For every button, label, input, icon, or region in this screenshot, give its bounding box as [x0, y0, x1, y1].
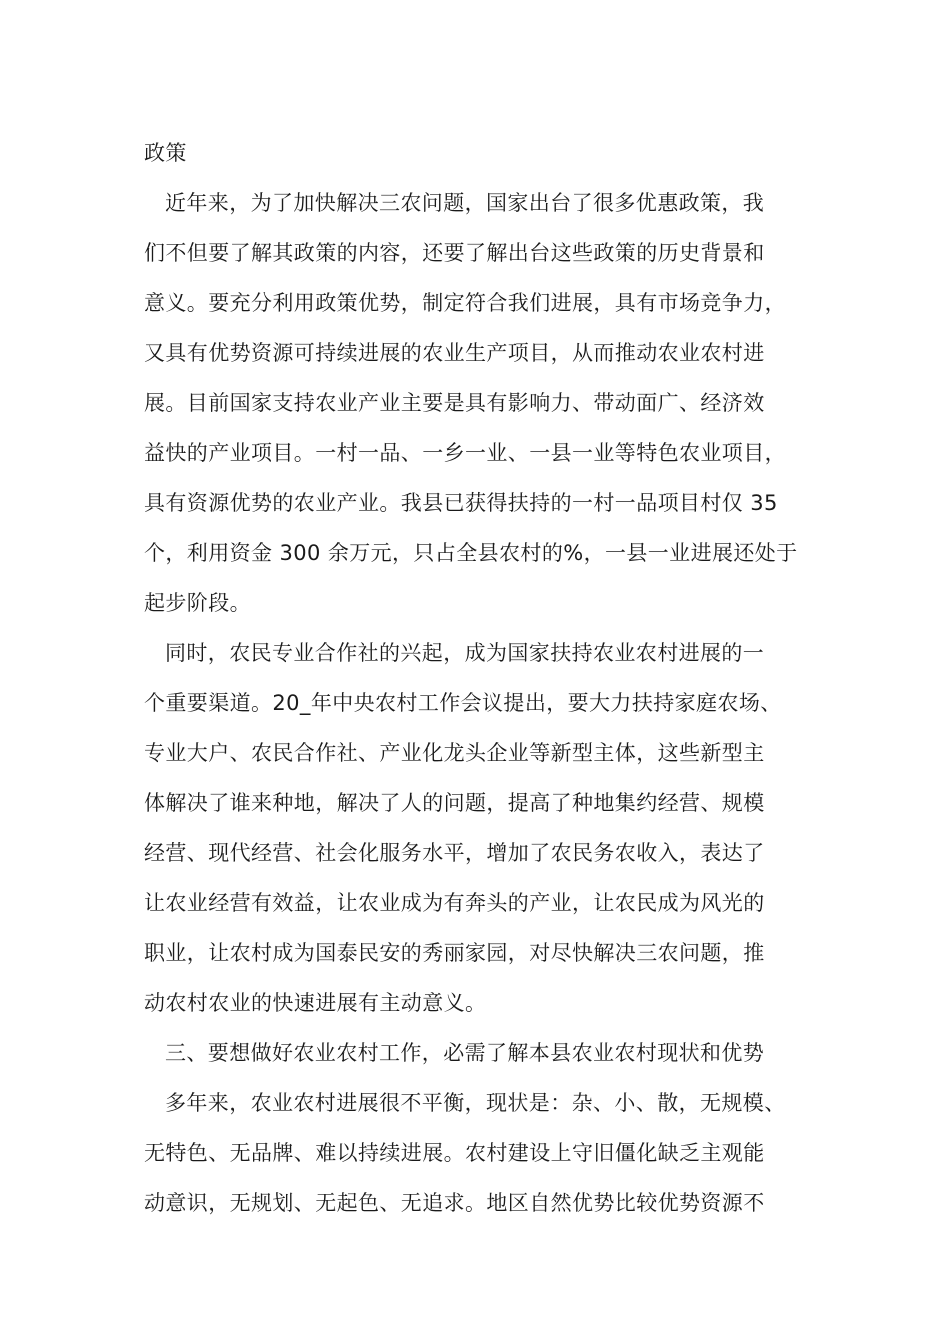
- paragraph-line: 意义。要充分利用政策优势，制定符合我们进展，具有市场竞争力，: [144, 291, 786, 315]
- paragraph-line: 个，利用资金 300 余万元，只占全县农村的%，一县一业进展还处于: [144, 541, 798, 565]
- paragraph-line: 同时，农民专业合作社的兴起，成为国家扶持农业农村进展的一: [165, 641, 765, 665]
- paragraph-line: 起步阶段。: [144, 591, 251, 615]
- paragraph-line: 专业大户、农民合作社、产业化龙头企业等新型主体，这些新型主: [144, 741, 765, 765]
- section-heading-fragment: 政策: [144, 141, 187, 165]
- paragraph-line: 让农业经营有效益，让农业成为有奔头的产业，让农民成为风光的: [144, 891, 765, 915]
- paragraph-line: 展。目前国家支持农业产业主要是具有影响力、带动面广、经济效: [144, 391, 765, 415]
- paragraph-line: 又具有优势资源可持续进展的农业生产项目，从而推动农业农村进: [144, 341, 765, 365]
- paragraph-line: 无特色、无品牌、难以持续进展。农村建设上守旧僵化缺乏主观能: [144, 1141, 765, 1165]
- section-heading: 三、要想做好农业农村工作，必需了解本县农业农村现状和优势: [165, 1041, 765, 1065]
- paragraph-line: 个重要渠道。20_年中央农村工作会议提出，要大力扶持家庭农场、: [144, 691, 782, 715]
- paragraph-line: 动意识，无规划、无起色、无追求。地区自然优势比较优势资源不: [144, 1191, 765, 1215]
- paragraph-line: 们不但要了解其政策的内容，还要了解出台这些政策的历史背景和: [144, 241, 765, 265]
- paragraph-line: 职业，让农村成为国泰民安的秀丽家园，对尽快解决三农问题，推: [144, 941, 765, 965]
- paragraph-line: 体解决了谁来种地，解决了人的问题，提高了种地集约经营、规模: [144, 791, 765, 815]
- document-body: [144, 128, 834, 1228]
- paragraph-line: 近年来，为了加快解决三农问题，国家出台了很多优惠政策，我: [165, 191, 765, 215]
- paragraph-line: 多年来，农业农村进展很不平衡，现状是：杂、小、散，无规模、: [165, 1091, 786, 1115]
- paragraph-line: 具有资源优势的农业产业。我县已获得扶持的一村一品项目村仅 35: [144, 491, 778, 515]
- paragraph-line: 益快的产业项目。一村一品、一乡一业、一县一业等特色农业项目，: [144, 441, 786, 465]
- paragraph-line: 动农村农业的快速进展有主动意义。: [144, 991, 487, 1015]
- paragraph-line: 经营、现代经营、社会化服务水平，增加了农民务农收入，表达了: [144, 841, 765, 865]
